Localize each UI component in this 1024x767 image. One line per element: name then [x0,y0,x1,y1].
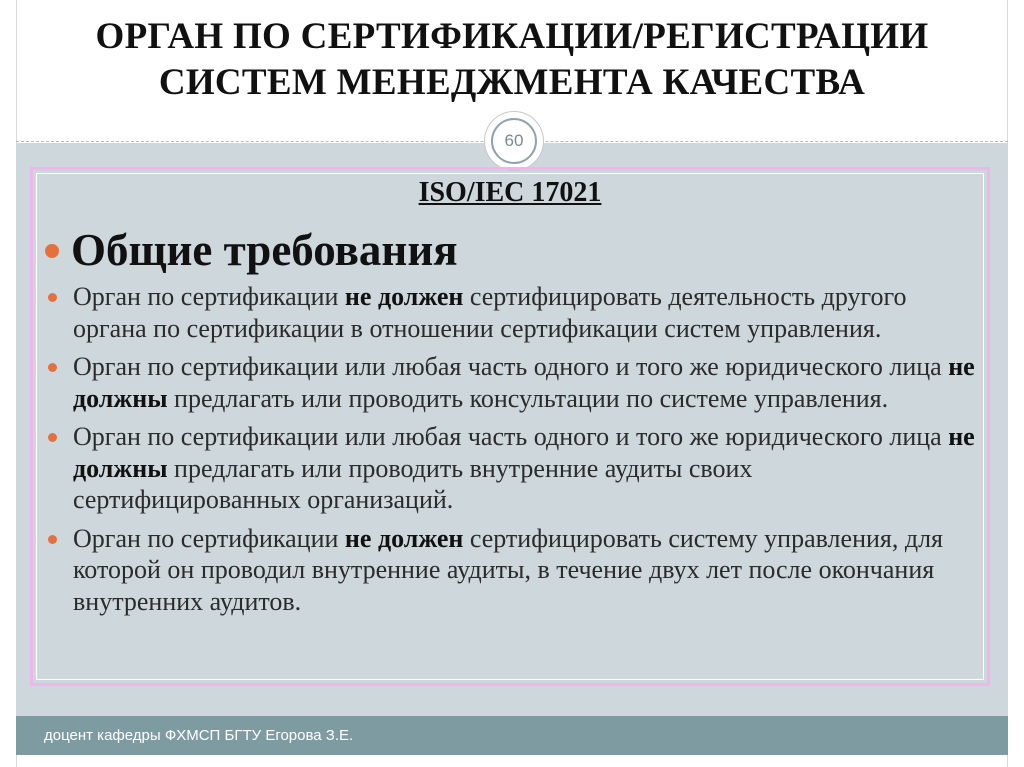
standard-code: ISO/IEC 17021 [418,177,602,208]
heading-text: Общие требования [71,225,458,275]
title-line-2: СИСТЕМ МЕНЕДЖМЕНТА КАЧЕСТВА [158,62,866,103]
bullet-icon [48,293,57,302]
item-emphasis: не должен [344,523,464,553]
list-item [40,351,980,414]
item-text: Орган по сертификации [73,523,345,553]
list-item [40,523,980,618]
item-text: сертифицировать систему управления, для которой он проводил внутренние аудиты, в течение двух лет после окончания внутренних аудитов. [73,523,944,616]
item-emphasis: не должен [344,282,464,311]
bullet-icon [48,363,57,372]
item-emphasis: не должны [73,422,975,483]
bullet-icon [48,433,57,442]
page-number-badge [484,111,544,171]
bullet-icon [48,535,57,544]
standard-title [30,176,990,210]
requirements-list [40,281,980,624]
list-item [40,281,980,344]
section-heading [45,223,985,277]
item-text: предлагать или проводить внутренние аудиты своих сертифицированных организаций. [73,453,753,514]
item-text: Орган по сертификации или любая часть одного и того же юридического лица [73,422,949,451]
slide-title [16,14,1008,106]
list-item [40,421,980,516]
footer-author: доцент кафедры ФХМСП БГТУ Егорова З.Е. [44,727,354,744]
page-number: 60 [491,118,537,164]
title-line-1: ОРГАН ПО СЕРТИФИКАЦИИ/РЕГИСТРАЦИИ [95,16,929,57]
item-text: предлагать или проводить консультации по системе управления. [167,383,889,413]
item-emphasis: не должны [73,352,975,413]
item-text: Орган по сертификации или любая часть одного и того же юридического лица [73,352,949,381]
item-text: Орган по сертификации [73,282,345,311]
item-text: сертифицировать деятельность другого органа по сертификации в отношении сертификации систем управления. [73,282,907,343]
bullet-icon [45,244,59,258]
